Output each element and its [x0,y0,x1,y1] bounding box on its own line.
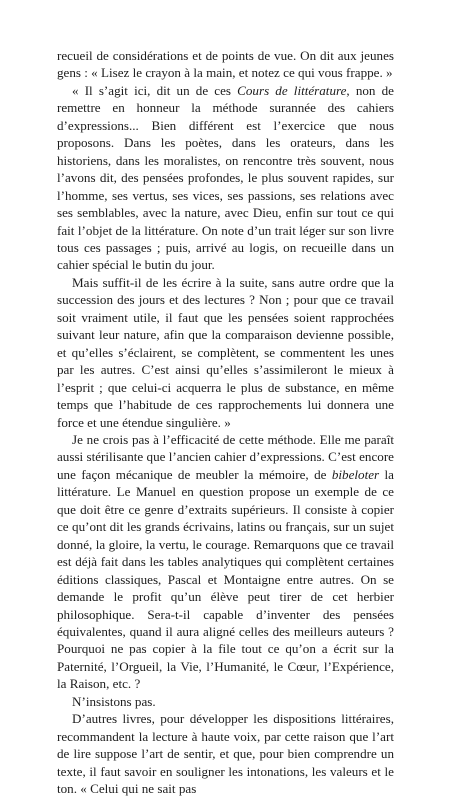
paragraph [57,82,394,274]
text-run: « Il s’agit ici, dit un de ces [72,82,238,98]
paragraph [57,693,394,710]
text-run: , non de remettre en honneur la méthode surannée des cahiers d’expressions... Bien différent est l’exercice que nous proposons. Dans les poètes, dans les orateurs, dans les historiens, dans les moralistes, on rencontre très souvent, nous l’avons dit, des pensées profondes, le plus souvent rapides, sur l’homme, ses vertus, ses vices, ses passions, ses relations avec ses semblables, avec la nature, avec Dieu, enfin sur tout ce qui fait l’objet de la littérature. On note d’un trait léger sur son livre tous ces passages ; puis, arrivé au logis, on recueille dans un cahier spécial le butin du jour. [57,82,394,273]
text-run: Mais suffit-il de les écrire à la suite, sans autre ordre que la succession des jours et des lectures ? Non ; pour que ce travail soit vraiment utile, il faut que les pensées soient rapprochées suivant leur nature, afin que la comparaison devienne possible, et qu’elles s’éclairent, se complètent, se commentent les unes par les autres. C’est ainsi qu’elles s’assimileront le mieux à l’esprit ; que celui-ci acquerra le plus de substance, en même temps que l’habitude de ces rapprochements lui donnera une force et une étendue singulière. » [57,274,394,430]
text-run: la littérature. Le Manuel en question propose un exemple de ce que doit être ce genre d’extraits supérieurs. Il consiste à copier ce qu’ont dit les grands écrivains, latins ou français, sur un sujet donné, la gloire, la vertu, le courage. Remarquons que ce travail est déjà fait dans les tables analytiques qui complètent certaines éditions classiques, Pascal et Montaigne entre autres. On se demande le profit qu’un élève peut tirer de cet herbier philosophique. Sera-t-il capable d’inventer des pensées équivalentes, quand il aura aligné celles des meilleurs auteurs ? Pourquoi ne pas copier à la file tout ce qu’on a écrit sur la Paternité, l’Orgueil, la Vie, l’Humanité, le Cœur, l’Expérience, la Raison, etc. ? [57,466,394,692]
paragraph [57,274,394,431]
italic-word: bibeloter [331,466,380,482]
book-title-italic: Cours de littérature [237,82,347,98]
paragraph [57,710,394,797]
text-run: Je ne crois pas à l’efficacité de cette méthode. Elle me paraît aussi stérilisante que l’ancien cahier d’expressions. C’est encore une façon mécanique de meubler la mémoire, de [57,431,394,482]
text-run: N’insistons pas. [72,693,156,709]
text-run: D’autres livres, pour développer les dispositions littéraires, recommandent la lecture à haute voix, par cette raison que l’art de lire suppose l’art de sentir, et que, pour bien comprendre un texte, il faut savoir en souligner les intonations, les valeurs et le ton. « Celui qui ne sait pas [57,711,394,797]
paragraph [57,431,394,693]
body-text [57,47,394,797]
paragraph [57,47,394,82]
text-run: recueil de considérations et de points de vue. On dit aux jeunes gens : « Lisez le crayon à la main, et notez ce qui vous frappe. » [57,48,394,81]
